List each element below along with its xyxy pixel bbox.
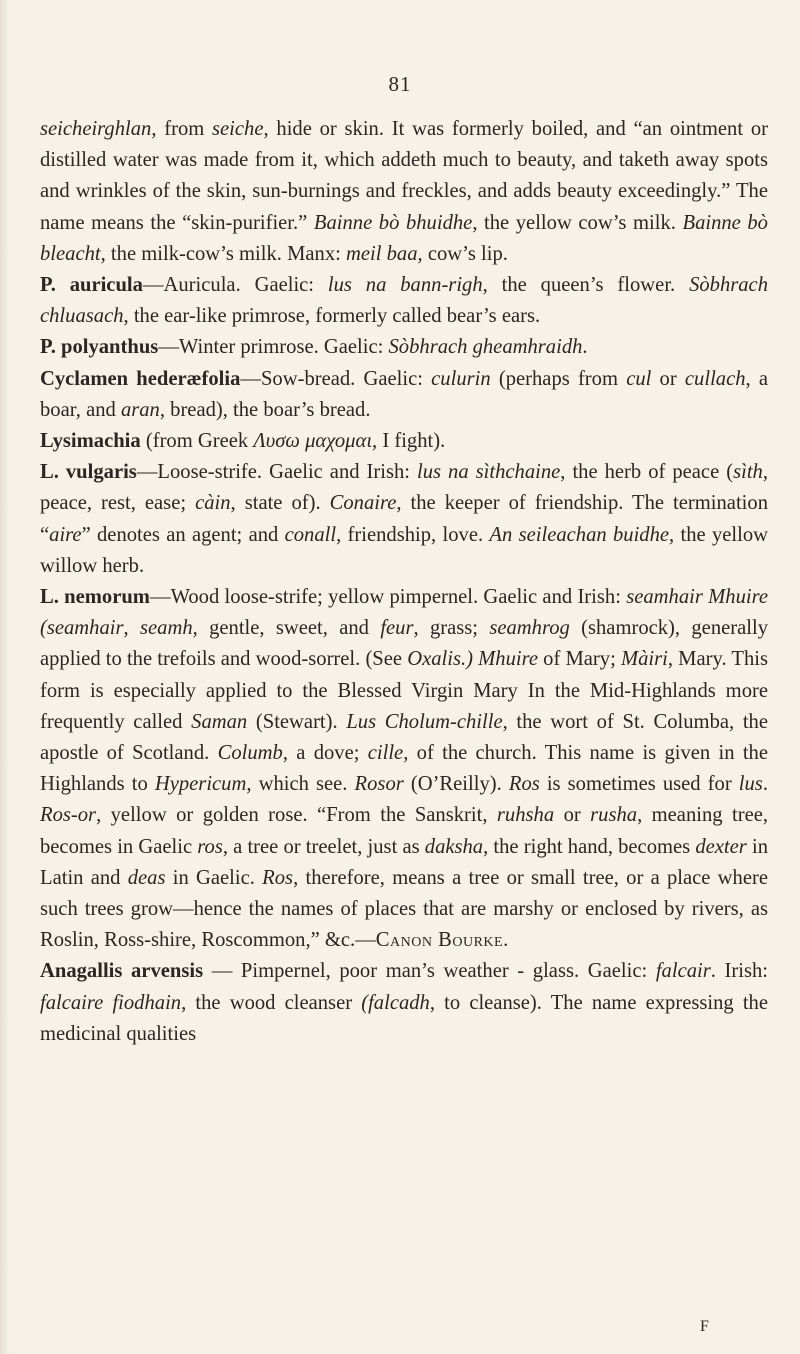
italic-term: (falcadh [361, 991, 430, 1014]
text-run: in Gaelic. [165, 866, 263, 889]
italic-term: deas [127, 866, 166, 889]
italic-term: falcaire fiodhain [40, 991, 182, 1014]
italic-term: Conaire [329, 492, 397, 515]
italic-term: aire [49, 523, 82, 546]
text-run: in Latin and [40, 835, 768, 889]
italic-term: seamhrog [489, 617, 570, 640]
paragraph [40, 332, 768, 363]
text-run: , the milk-cow’s milk. Manx: [100, 242, 347, 265]
text-run: , state of). [230, 492, 330, 515]
italic-term: falcair [655, 960, 711, 983]
paragraph [40, 364, 768, 426]
species-heading: P. auricula [40, 274, 143, 297]
italic-term: ruhsha [496, 804, 555, 827]
italic-term: seamhair Mhuire (seamhair [40, 586, 768, 640]
text-run: (perhaps from [490, 367, 627, 390]
text-run: —Auricula. Gaelic: [142, 274, 328, 297]
species-heading: P. polyanthus [40, 336, 159, 359]
italic-term: rusha [590, 804, 638, 827]
species-heading: Anagallis arvensis [40, 960, 204, 983]
italic-term: Ros-or [40, 804, 97, 827]
text-run: (from Greek [140, 430, 254, 453]
paragraph [40, 114, 768, 270]
italic-term: càin [195, 492, 231, 515]
page-number: 81 [388, 72, 412, 96]
text-run: (O’Reilly). [403, 773, 509, 796]
text-run: , the herb of peace ( [560, 461, 734, 484]
text-run: , meaning tree, becomes in Gaelic [40, 804, 768, 858]
italic-term: Columb [217, 742, 283, 765]
italic-term: seicheirghlan [40, 118, 152, 140]
text-run: , therefore, means a tree or small tree, or a place where such trees grow—hence the names of places that are marshy or enclosed by rivers, as Roslin, Ross-shire, Roscommon,” &c.— [40, 866, 768, 952]
text-run: . [762, 773, 768, 796]
text-run: , the wood cleanser [181, 991, 362, 1014]
text-run: , [123, 617, 140, 640]
text-run: , the keeper of friendship. The termination “ [40, 492, 768, 546]
text-run: , a tree or treelet, just as [222, 835, 425, 858]
italic-term: conall [284, 523, 337, 546]
text-run: , friendship, love. [336, 523, 490, 546]
text-run: , bread), the boar’s bread. [159, 398, 371, 421]
italic-term: Lus Cholum-chille [346, 710, 503, 733]
text-run: —Loose-strife. Gaelic and Irish: [136, 461, 418, 484]
italic-term: Ros [262, 866, 294, 889]
italic-term: Ros [508, 773, 540, 796]
text-run: , the wort of St. Columba, the apostle of Scotland. [40, 710, 768, 765]
italic-term: lus [738, 773, 763, 796]
text-run: (shamrock), generally applied to the trefoils and wood-sorrel. (See [40, 617, 768, 671]
italic-term: Oxalis.) Mhuire [407, 648, 538, 671]
page-edge-shadow [0, 0, 10, 1354]
italic-term: culurin [431, 367, 491, 390]
text-body [40, 114, 768, 1050]
text-run: , grass; [413, 617, 490, 640]
italic-term: dexter [695, 835, 747, 858]
text-run: , the right hand, becomes [483, 835, 696, 858]
italic-term: An seileachan buidhe [489, 523, 670, 546]
text-run: . Irish: [710, 960, 768, 983]
italic-term: lus na sìthchaine [417, 461, 561, 484]
text-run: — Pimpernel, poor man’s weather - glass. Gaelic: [203, 960, 656, 983]
text-run: , yellow or golden rose. “From the Sanskrit, [96, 804, 497, 827]
italic-term: Sòbhrach chluasach [40, 274, 768, 328]
text-run: , Mary. This form is especially applied to the Blessed Virgin Mary In the Mid-Highlands more frequently called [40, 648, 768, 733]
paragraph [40, 956, 768, 1050]
text-run: , hide or skin. It was formerly boiled, and “an ointment or distilled water was made from it, which addeth much to beauty, and taketh away spots and wrinkles of the skin, sun-burnings and freckles, and adds beauty exceedingly.” The name means the “skin-purifier.” [40, 118, 768, 234]
text-run: , the queen’s flower. [482, 274, 690, 297]
text-run: , which see. [246, 773, 355, 796]
text-run: , gentle, sweet, and [192, 617, 381, 640]
author-citation: Canon Bourke [375, 929, 504, 952]
italic-term: Bainne bò bleacht [40, 211, 768, 265]
text-run: . [503, 929, 509, 952]
text-run: , the yellow willow herb. [40, 523, 768, 577]
italic-term: daksha [424, 835, 484, 858]
text-run: or [554, 804, 591, 827]
text-run: ” denotes an agent; and [81, 523, 285, 546]
italic-term: Λυσω μαχομαι [253, 430, 373, 453]
italic-term: Màiri [620, 648, 668, 671]
text-run: , from [151, 118, 213, 140]
text-run: , to cleanse). The name expressing the medicinal qualities [40, 991, 768, 1045]
text-run: is sometimes used for [539, 773, 739, 796]
text-run: —Winter primrose. Gaelic: [158, 336, 389, 359]
species-heading: L. nemorum [40, 586, 150, 609]
text-run: , peace, rest, ease; [40, 461, 768, 515]
text-run: , the yellow cow’s milk. [472, 211, 683, 234]
text-run: of Mary; [538, 648, 621, 671]
italic-term: ros [197, 835, 223, 858]
italic-term: Sòbhrach gheamhraidh [388, 336, 583, 359]
italic-term: seiche [212, 118, 264, 140]
text-run: , I fight). [372, 430, 446, 453]
printer-signature-mark: F [700, 1318, 709, 1335]
italic-term: meil baa [346, 242, 418, 265]
italic-term: Saman [191, 710, 248, 733]
paragraph [40, 582, 768, 956]
italic-term: seamh [140, 617, 193, 640]
paragraph [40, 457, 768, 582]
italic-term: Bainne bò bhuidhe [313, 211, 473, 234]
text-run: , a dove; [282, 742, 368, 765]
italic-term: Hypericum [154, 773, 247, 796]
italic-term: sìth [733, 461, 763, 484]
italic-term: Rosor [354, 773, 404, 796]
paragraph [40, 270, 768, 332]
italic-term: cille [367, 742, 404, 765]
species-heading: L. vulgaris [40, 461, 137, 484]
species-heading: Cyclamen hederæfolia [40, 367, 241, 390]
italic-term: cullach [684, 367, 746, 390]
text-run: , a boar, and [40, 367, 769, 421]
italic-term: cul [626, 367, 652, 390]
species-heading: Lysimachia [40, 430, 141, 453]
text-run: —Wood loose-strife; yellow pimpernel. Gaelic and Irish: [149, 586, 627, 609]
text-run: , cow’s lip. [417, 242, 508, 265]
text-run: —Sow-bread. Gaelic: [240, 367, 432, 390]
paragraph [40, 426, 768, 457]
text-run: , the ear-like primrose, formerly called bear’s ears. [123, 305, 541, 328]
italic-term: lus na bann-righ [327, 274, 483, 297]
text-run: (Stewart). [247, 710, 347, 733]
italic-term: feur [380, 617, 414, 640]
text-run: , of the church. This name is given in the Highlands to [40, 742, 768, 796]
text-run: or [651, 367, 685, 390]
text-run: . [582, 336, 588, 359]
italic-term: aran [120, 398, 160, 421]
